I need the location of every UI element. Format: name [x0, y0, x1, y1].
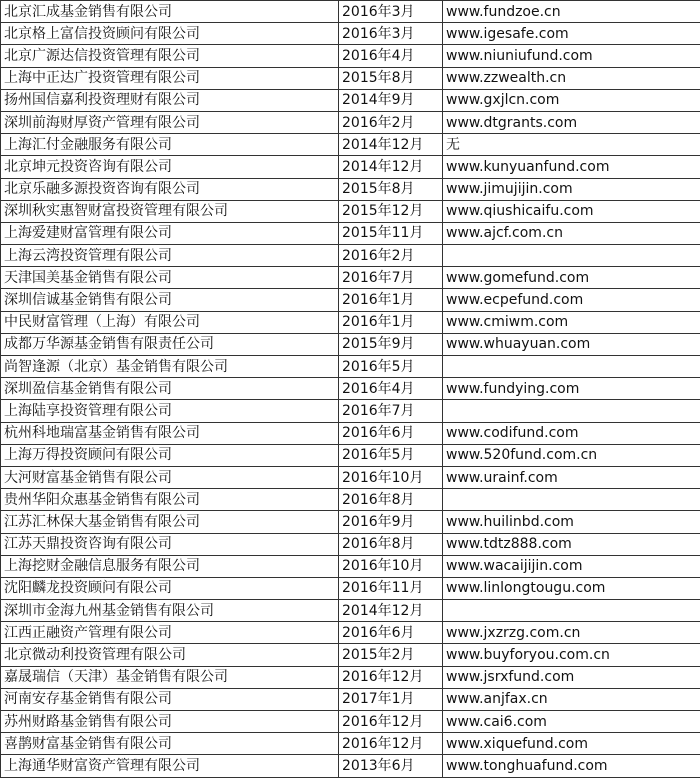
website-cell: www.jsrxfund.com [443, 666, 700, 688]
registration-date-cell: 2014年12月 [339, 134, 443, 156]
company-name-cell: 天津国美基金销售有限公司 [1, 267, 339, 289]
registration-date-cell: 2017年1月 [339, 688, 443, 710]
registration-date-cell: 2016年1月 [339, 289, 443, 311]
website-cell: www.kunyuanfund.com [443, 156, 700, 178]
company-name-cell: 嘉晟瑞信（天津）基金销售有限公司 [1, 666, 339, 688]
registration-date-cell: 2016年12月 [339, 711, 443, 733]
company-name-cell: 上海陆享投资管理有限公司 [1, 400, 339, 422]
table-row [1, 378, 700, 400]
table-row [1, 156, 700, 178]
registration-date-cell: 2016年12月 [339, 666, 443, 688]
table-row [1, 511, 700, 533]
table-row [1, 555, 700, 577]
company-name-cell: 上海云湾投资管理有限公司 [1, 245, 339, 267]
company-name-cell: 深圳盈信基金销售有限公司 [1, 378, 339, 400]
table-row [1, 111, 700, 133]
website-cell: www.cai6.com [443, 711, 700, 733]
company-name-cell: 成都万华源基金销售有限责任公司 [1, 333, 339, 355]
website-cell: www.codifund.com [443, 422, 700, 444]
table-row [1, 134, 700, 156]
table-row [1, 311, 700, 333]
website-cell: www.fundying.com [443, 378, 700, 400]
company-name-cell: 杭州科地瑞富基金销售有限公司 [1, 422, 339, 444]
website-cell: www.anjfax.cn [443, 688, 700, 710]
website-cell: www.whuayuan.com [443, 333, 700, 355]
registration-date-cell: 2016年8月 [339, 489, 443, 511]
company-name-cell: 深圳秋实惠智财富投资管理有限公司 [1, 200, 339, 222]
website-cell [443, 356, 700, 378]
table-row [1, 89, 700, 111]
table-row [1, 222, 700, 244]
website-cell: www.jxzrzg.com.cn [443, 622, 700, 644]
website-cell: www.tonghuafund.com [443, 755, 700, 777]
company-name-cell: 深圳信诚基金销售有限公司 [1, 289, 339, 311]
table-row [1, 577, 700, 599]
company-name-cell: 尚智逢源（北京）基金销售有限公司 [1, 356, 339, 378]
registration-date-cell: 2016年4月 [339, 45, 443, 67]
company-name-cell: 上海汇付金融服务有限公司 [1, 134, 339, 156]
website-cell: www.xiquefund.com [443, 733, 700, 755]
registration-date-cell: 2015年9月 [339, 333, 443, 355]
website-cell: www.fundzoe.cn [443, 1, 700, 23]
table-row [1, 533, 700, 555]
registration-date-cell: 2016年3月 [339, 23, 443, 45]
website-cell [443, 245, 700, 267]
company-name-cell: 上海通华财富资产管理有限公司 [1, 755, 339, 777]
registration-date-cell: 2016年2月 [339, 245, 443, 267]
table-row [1, 45, 700, 67]
registration-date-cell: 2016年5月 [339, 444, 443, 466]
table-row [1, 444, 700, 466]
registration-date-cell: 2015年8月 [339, 178, 443, 200]
registration-date-cell: 2014年12月 [339, 600, 443, 622]
registration-date-cell: 2016年8月 [339, 533, 443, 555]
company-name-cell: 河南安存基金销售有限公司 [1, 688, 339, 710]
website-cell: www.urainf.com [443, 466, 700, 488]
website-cell: www.gomefund.com [443, 267, 700, 289]
table-body [1, 1, 700, 778]
website-cell: www.tdtz888.com [443, 533, 700, 555]
registration-date-cell: 2016年10月 [339, 555, 443, 577]
table-row [1, 245, 700, 267]
company-name-cell: 江苏汇林保大基金销售有限公司 [1, 511, 339, 533]
website-cell: www.igesafe.com [443, 23, 700, 45]
registration-date-cell: 2016年1月 [339, 311, 443, 333]
table-row [1, 600, 700, 622]
table-row [1, 644, 700, 666]
registration-date-cell: 2016年2月 [339, 111, 443, 133]
company-name-cell: 中民财富管理（上海）有限公司 [1, 311, 339, 333]
table-row [1, 666, 700, 688]
table-row [1, 688, 700, 710]
table-row [1, 400, 700, 422]
table-row [1, 711, 700, 733]
company-name-cell: 北京微动利投资管理有限公司 [1, 644, 339, 666]
registration-date-cell: 2016年10月 [339, 466, 443, 488]
website-cell: www.520fund.com.cn [443, 444, 700, 466]
website-cell: www.ecpefund.com [443, 289, 700, 311]
table-row [1, 333, 700, 355]
company-name-cell: 上海万得投资顾问有限公司 [1, 444, 339, 466]
table-row [1, 489, 700, 511]
table-row [1, 622, 700, 644]
table-row [1, 1, 700, 23]
website-cell: www.cmiwm.com [443, 311, 700, 333]
registration-date-cell: 2016年6月 [339, 622, 443, 644]
website-cell [443, 600, 700, 622]
registration-date-cell: 2015年2月 [339, 644, 443, 666]
website-cell: www.buyforyou.com.cn [443, 644, 700, 666]
table-row [1, 67, 700, 89]
website-cell: 无 [443, 134, 700, 156]
registration-date-cell: 2016年11月 [339, 577, 443, 599]
company-name-cell: 北京格上富信投资顾问有限公司 [1, 23, 339, 45]
registration-date-cell: 2016年3月 [339, 1, 443, 23]
website-cell: www.ajcf.com.cn [443, 222, 700, 244]
company-name-cell: 上海中正达广投资管理有限公司 [1, 67, 339, 89]
table-row [1, 466, 700, 488]
website-cell: www.dtgrants.com [443, 111, 700, 133]
website-cell [443, 489, 700, 511]
registration-date-cell: 2016年6月 [339, 422, 443, 444]
registration-date-cell: 2014年12月 [339, 156, 443, 178]
company-name-cell: 上海挖财金融信息服务有限公司 [1, 555, 339, 577]
company-name-cell: 大河财富基金销售有限公司 [1, 466, 339, 488]
website-cell: www.wacaijijin.com [443, 555, 700, 577]
website-cell: www.gxjlcn.com [443, 89, 700, 111]
company-name-cell: 上海爱建财富管理有限公司 [1, 222, 339, 244]
website-cell: www.niuniufund.com [443, 45, 700, 67]
website-cell: www.qiushicaifu.com [443, 200, 700, 222]
website-cell: www.huilinbd.com [443, 511, 700, 533]
registration-date-cell: 2015年8月 [339, 67, 443, 89]
website-cell: www.zzwealth.cn [443, 67, 700, 89]
registration-date-cell: 2016年7月 [339, 400, 443, 422]
registration-date-cell: 2015年11月 [339, 222, 443, 244]
table-row [1, 200, 700, 222]
company-name-cell: 江苏天鼎投资咨询有限公司 [1, 533, 339, 555]
table-row [1, 267, 700, 289]
registration-date-cell: 2016年7月 [339, 267, 443, 289]
registration-date-cell: 2016年12月 [339, 733, 443, 755]
company-name-cell: 北京汇成基金销售有限公司 [1, 1, 339, 23]
registration-date-cell: 2016年4月 [339, 378, 443, 400]
table-row [1, 733, 700, 755]
table-row [1, 755, 700, 777]
company-name-cell: 江西正融资产管理有限公司 [1, 622, 339, 644]
company-name-cell: 苏州财路基金销售有限公司 [1, 711, 339, 733]
company-name-cell: 沈阳麟龙投资顾问有限公司 [1, 577, 339, 599]
company-name-cell: 北京坤元投资咨询有限公司 [1, 156, 339, 178]
website-cell [443, 400, 700, 422]
website-cell: www.jimujijin.com [443, 178, 700, 200]
company-name-cell: 喜鹊财富基金销售有限公司 [1, 733, 339, 755]
registration-date-cell: 2014年9月 [339, 89, 443, 111]
registration-date-cell: 2015年12月 [339, 200, 443, 222]
company-name-cell: 贵州华阳众惠基金销售有限公司 [1, 489, 339, 511]
company-name-cell: 北京乐融多源投资咨询有限公司 [1, 178, 339, 200]
table-row [1, 178, 700, 200]
company-name-cell: 扬州国信嘉利投资理财有限公司 [1, 89, 339, 111]
table-row [1, 422, 700, 444]
table-row [1, 23, 700, 45]
table-row [1, 356, 700, 378]
registration-date-cell: 2016年9月 [339, 511, 443, 533]
registration-date-cell: 2013年6月 [339, 755, 443, 777]
table-row [1, 289, 700, 311]
website-cell: www.linlongtougu.com [443, 577, 700, 599]
company-name-cell: 深圳市金海九州基金销售有限公司 [1, 600, 339, 622]
company-name-cell: 北京广源达信投资管理有限公司 [1, 45, 339, 67]
registration-date-cell: 2016年5月 [339, 356, 443, 378]
company-name-cell: 深圳前海财厚资产管理有限公司 [1, 111, 339, 133]
